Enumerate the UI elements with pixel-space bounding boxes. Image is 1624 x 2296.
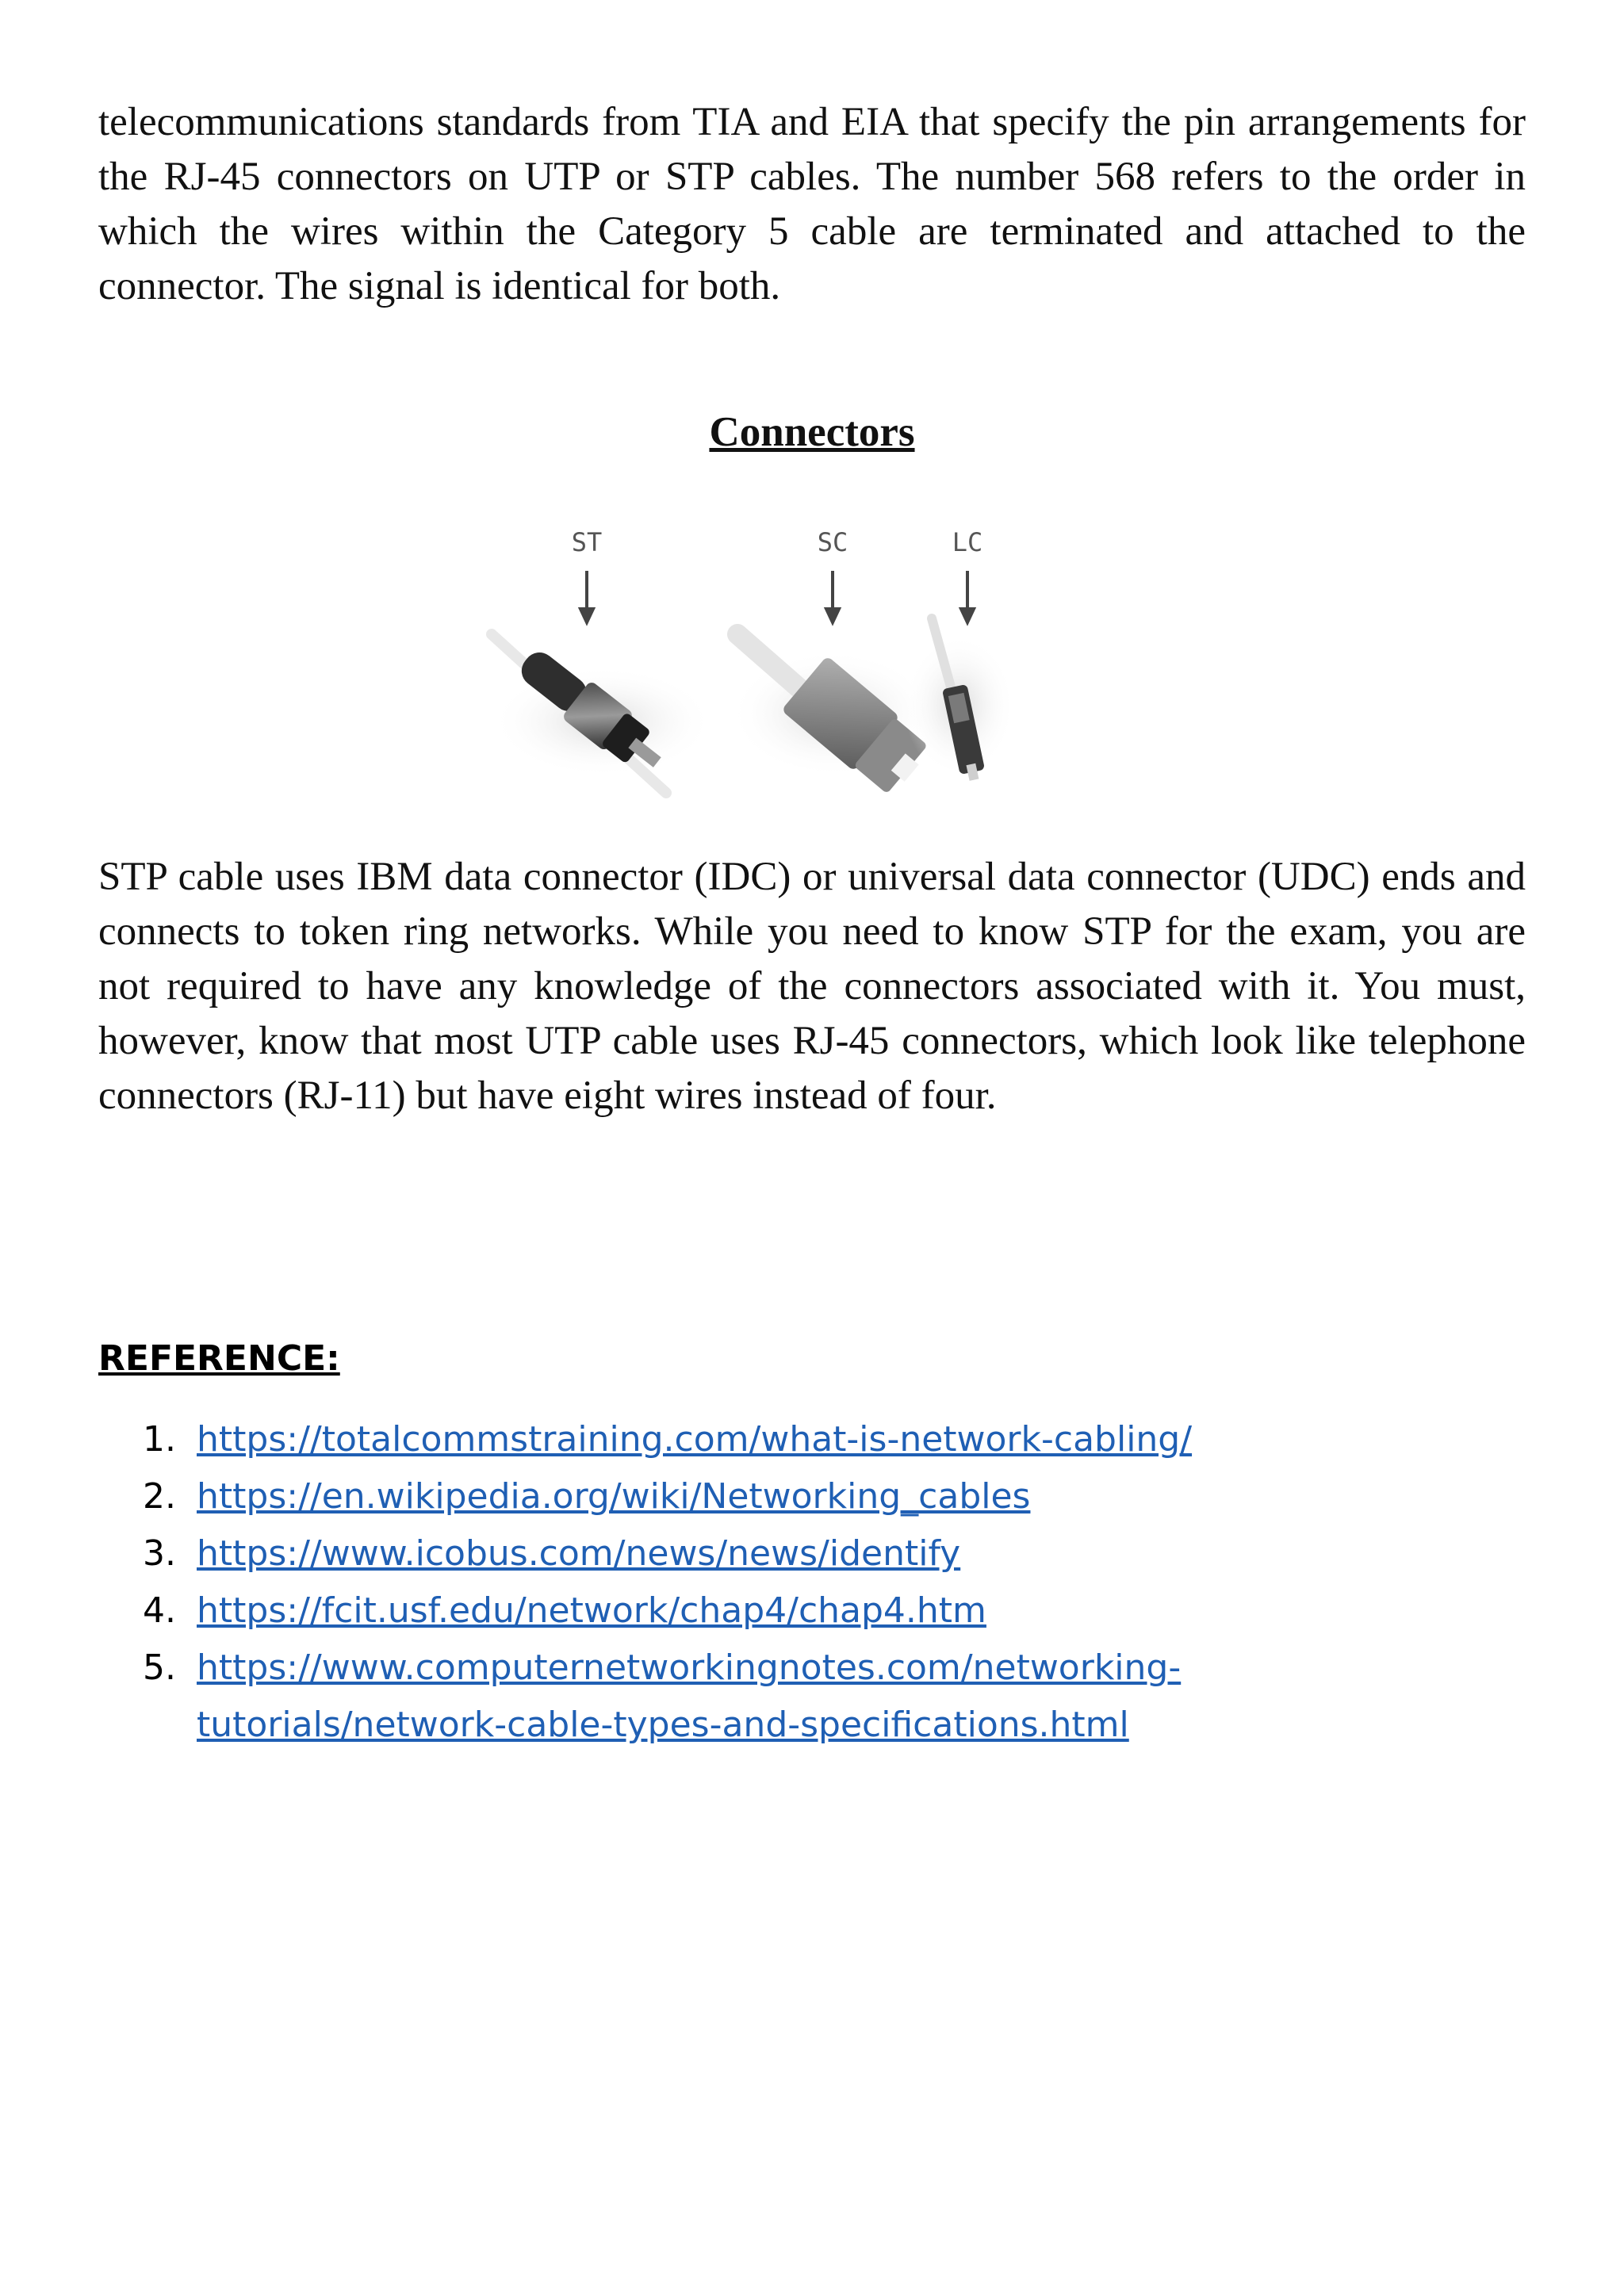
- reference-link-5[interactable]: [197, 1640, 1491, 1754]
- reference-link-5-line-2: tutorials/network-cable-types-and-specifications.html: [197, 1705, 1129, 1745]
- reference-list: [143, 1411, 1491, 1754]
- reference-item: [143, 1640, 1491, 1754]
- reference-link-4[interactable]: https://fcit.usf.edu/network/chap4/chap4.htm: [197, 1590, 986, 1631]
- reference-link-2[interactable]: https://en.wikipedia.org/wiki/Networking_cables: [197, 1476, 1031, 1517]
- section-heading-connectors: Connectors: [709, 409, 915, 455]
- st-connector-image: [492, 634, 714, 793]
- arrow-icon-lc: [961, 571, 974, 622]
- reference-item: [143, 1411, 1491, 1468]
- reference-heading: REFERENCE:: [98, 1338, 340, 1379]
- reference-number: 4.: [143, 1590, 176, 1631]
- reference-item: [143, 1582, 1491, 1640]
- reference-number: 3.: [143, 1533, 176, 1574]
- reference-item: [143, 1468, 1491, 1525]
- reference-link-5-line-1: https://www.computernetworkingnotes.com/networking-: [197, 1647, 1182, 1688]
- arrow-icon-sc: [826, 571, 839, 622]
- reference-number: 5.: [143, 1647, 176, 1688]
- label-st: ST: [571, 527, 603, 557]
- reference-number: 2.: [143, 1476, 176, 1517]
- reference-link-1[interactable]: https://totalcommstraining.com/what-is-network-cabling/: [197, 1419, 1193, 1460]
- arrow-icon-st: [580, 571, 593, 622]
- reference-number: 1.: [143, 1419, 176, 1460]
- reference-item: [143, 1525, 1491, 1582]
- connector-types-figure: [476, 515, 1063, 801]
- body-paragraph-standards: telecommunications standards from TIA and EIA that specify the pin arrangements for the RJ-45 connectors on UTP or STP cables. The number 568 refers to the order in which the wires within the Category 5 cable are terminated and attached to the connector. The signal is identical for both.: [98, 100, 1526, 308]
- label-lc: LC: [952, 527, 983, 557]
- reference-link-3[interactable]: https://www.icobus.com/news/news/identify: [197, 1533, 961, 1574]
- lc-connector-image: [904, 618, 1015, 783]
- body-paragraph-stp-connectors: STP cable uses IBM data connector (IDC) or universal data connector (UDC) ends and connects to token ring networks. While you need to know STP for the exam, you are not required to have any knowledge of the connectors associated with it. You must, however, know that most UTP cable uses RJ-45 connectors, which look like telephone connectors (RJ-11) but have eight wires instead of four.: [98, 855, 1526, 1118]
- label-sc: SC: [817, 527, 848, 557]
